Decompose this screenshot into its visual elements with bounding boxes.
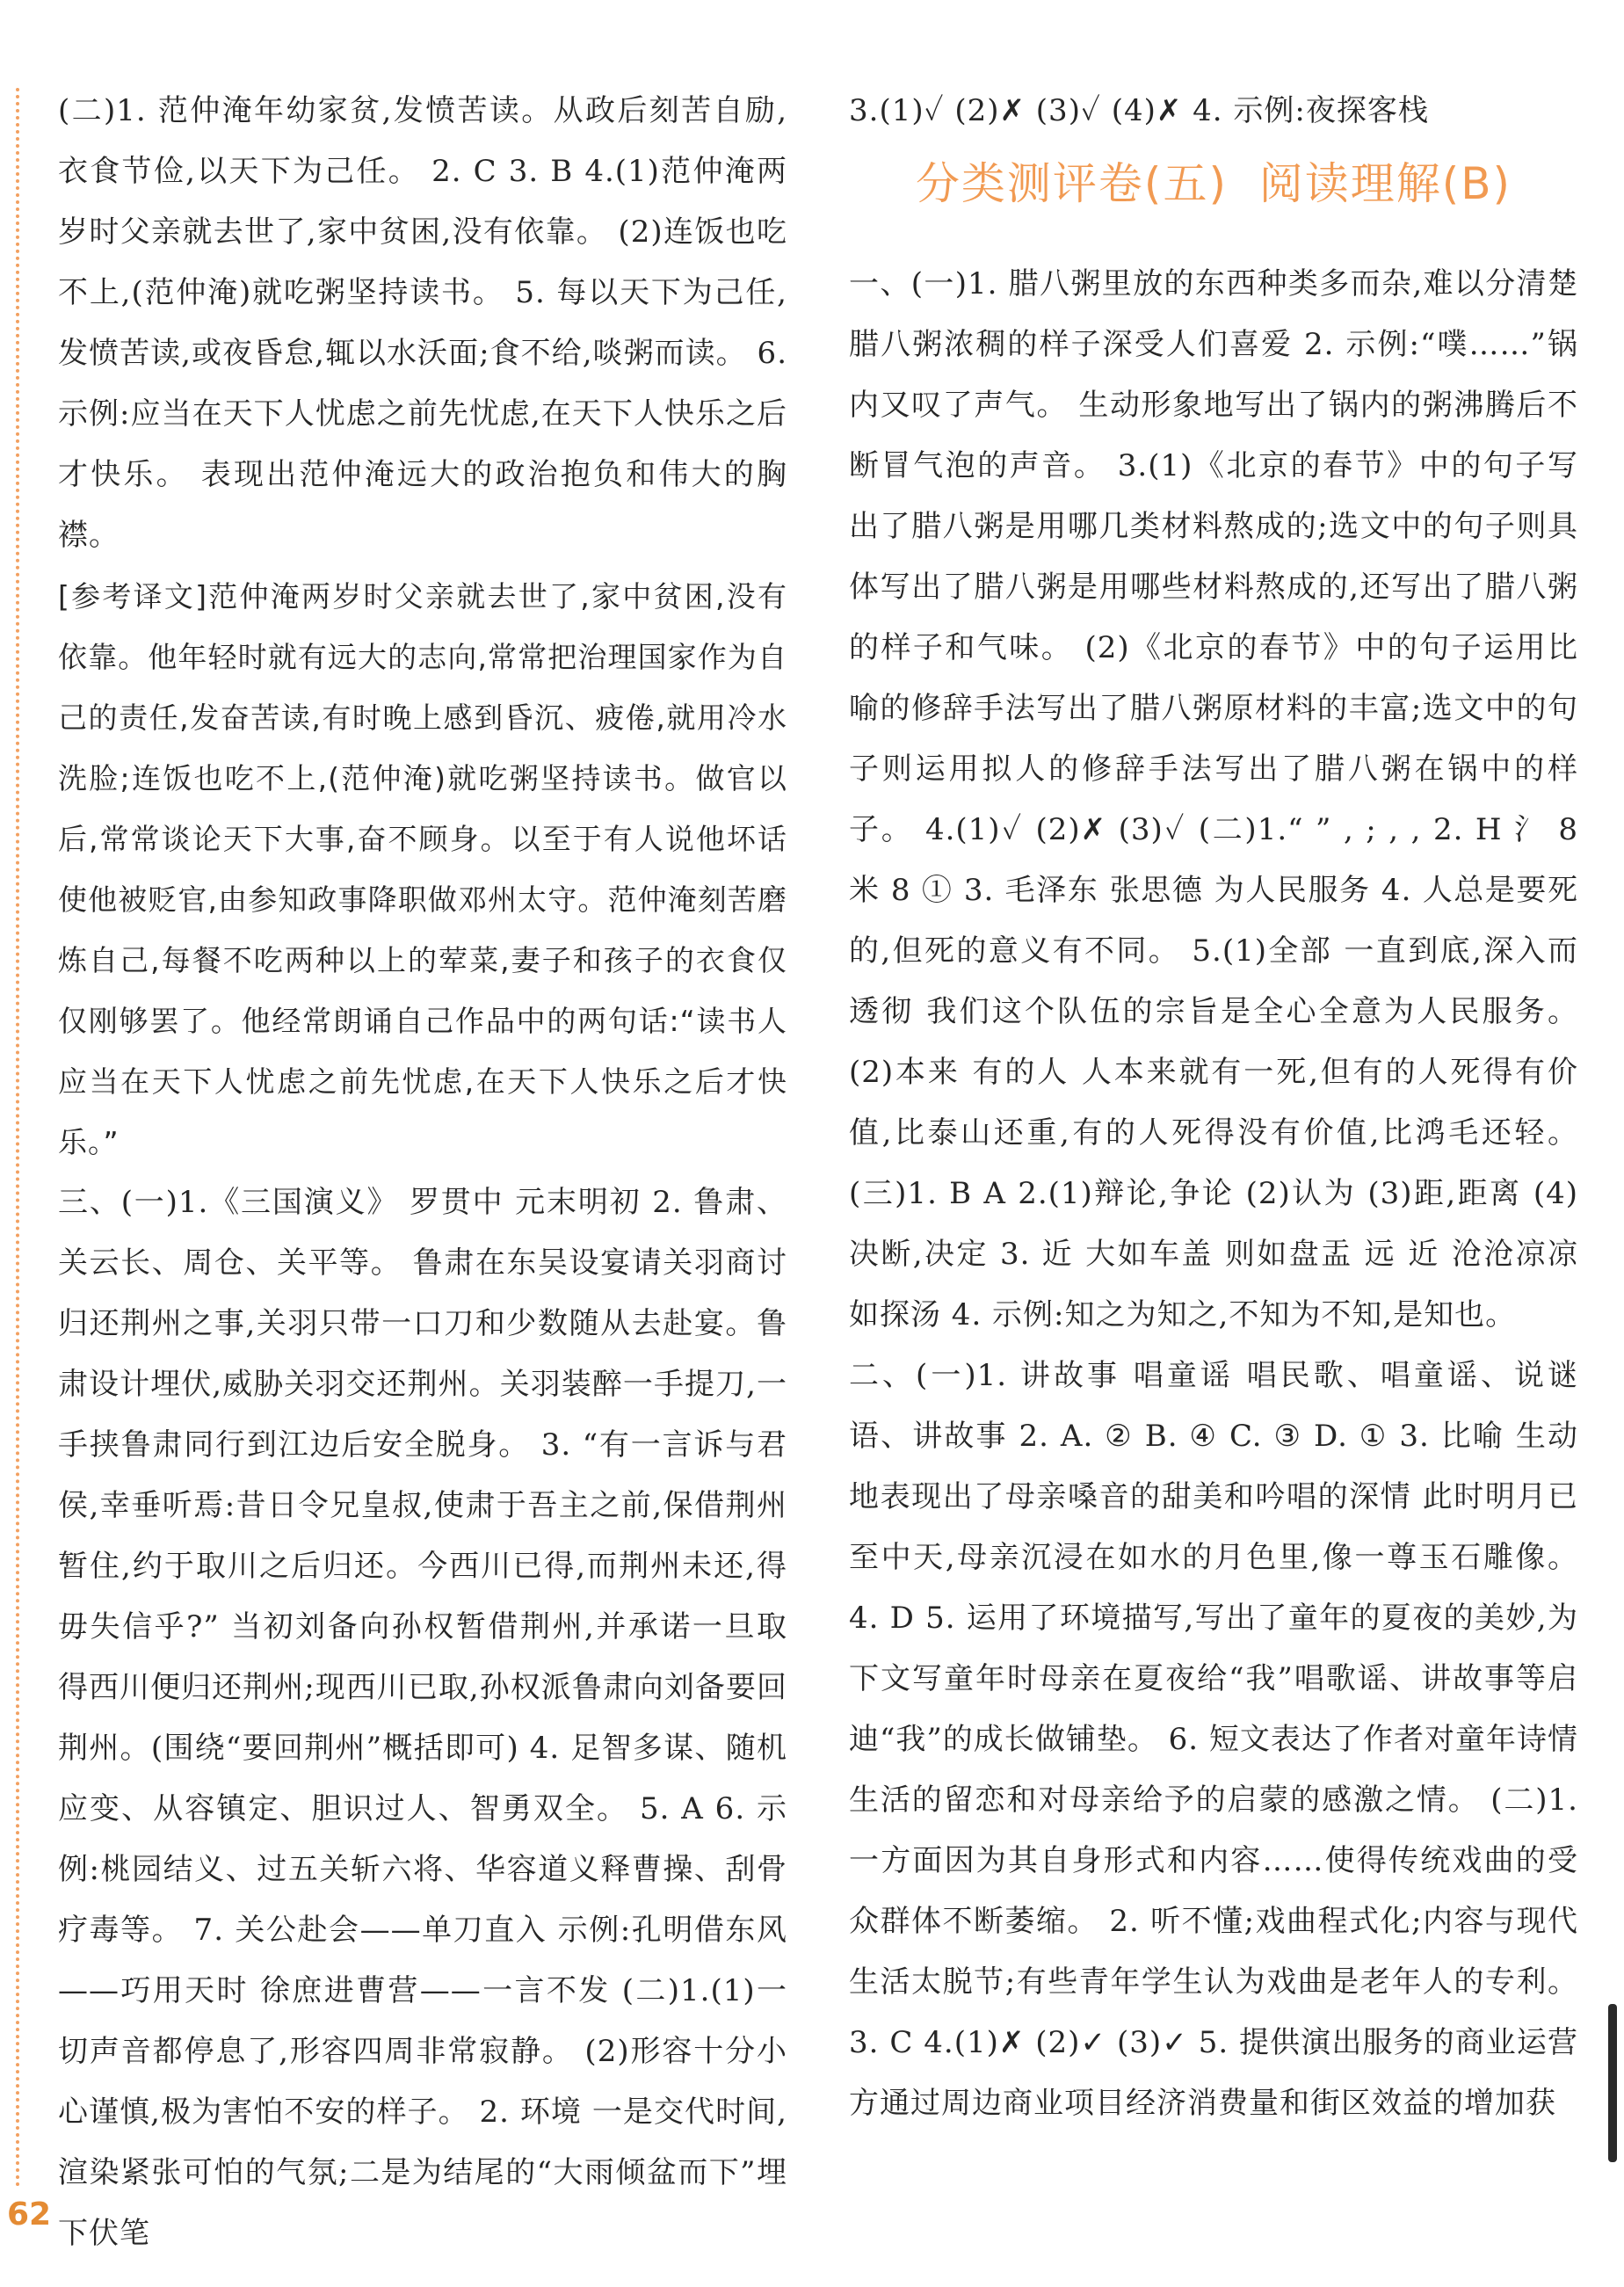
right-column xyxy=(849,81,1578,2134)
left-column xyxy=(58,81,787,2264)
left-margin-rule xyxy=(16,88,19,2189)
section-title: 分类测评卷(五) 阅读理解(B) xyxy=(915,158,1512,209)
answer-paragraph: 一、(一)1. 腊八粥里放的东西种类多而杂,难以分清楚腊八粥浓稠的样子深受人们喜爱 2. 示例:“噗……”锅内又叹了声气。 生动形象地写出了锅内的粥沸腾后不断冒气泡的声音。 3.(1)《北京的春节》中的句子写出了腊八粥是用哪几类材料熬成的;选文中的句子则具体写出了腊八粥是用哪些材料熬成的,还写出了腊八粥的样子和气味。 (2)《北京的春节》中的句子运用比喻的修辞手法写出了腊八粥原材料的丰富;选文中的句子则运用拟人的修辞手法写出了腊八粥在锅中的样子。 4.(1)✓ (2)✗ (3)✓ (二)1.“ ” , ; , , 2. H 氵 8 米 8 ① 3. 毛泽东 张思德 为人民服务 4. 人总是要死的,但死的意义有不同。 5.(1)全部 一直到底,深入而透彻 我们这个队伍的宗旨是全心全意为人民服务。 (2)本来 有的人 人本来就有一死,但有的人死得有价值,比泰山还重,有的人死得没有价值,比鸿毛还轻。 (三)1. B A 2.(1)辩论,争论 (2)认为 (3)距,距离 (4)决断,决定 3. 近 大如车盖 则如盘盂 远 近 沧沧凉凉 如探汤 4. 示例:知之为知之,不知为不知,是知也。 xyxy=(849,266,1578,1332)
reference-translation: [参考译文]范仲淹两岁时父亲就去世了,家中贫困,没有依靠。他年轻时就有远大的志向,常常把治理国家作为自己的责任,发奋苦读,有时晚上感到昏沉、疲倦,就用冷水洗脸;连饭也吃不上,(范仲淹)就吃粥坚持读书。做官以后,常常谈论天下大事,奋不顾身。以至于有人说他坏话使他被贬官,由参知政事降职做邓州太守。范仲淹刻苦磨炼自己,每餐不吃两种以上的荤菜,妻子和孩子的衣食仅仅刚够罢了。他经常朗诵自己作品中的两句话:“读书人应当在天下人忧虑之前先忧虑,在天下人快乐之后才快乐。” xyxy=(58,579,787,1159)
scan-edge-mark xyxy=(1608,2004,1617,2162)
answer-paragraph: (二)1. 范仲淹年幼家贫,发愤苦读。从政后刻苦自励,衣食节俭,以天下为己任。 2. C 3. B 4.(1)范仲淹两岁时父亲就去世了,家中贫困,没有依靠。 (2)连饭也吃不上,(范仲淹)就吃粥坚持读书。 5. 每以天下为己任,发愤苦读,或夜昏怠,辄以水沃面;食不给,啖粥而读。 6. 示例:应当在天下人忧虑之前先忧虑,在天下人快乐之后才快乐。 表现出范仲淹远大的政治抱负和伟大的胸襟。 xyxy=(58,93,787,553)
page-number: 62 xyxy=(6,2196,52,2233)
answer-paragraph: 三、(一)1.《三国演义》 罗贯中 元末明初 2. 鲁肃、关云长、周仓、关平等。 鲁肃在东吴设宴请关羽商讨归还荆州之事,关羽只带一口刀和少数随从去赴宴。鲁肃设计埋伏,威胁关羽交还荆州。关羽装醉一手提刀,一手挟鲁肃同行到江边后安全脱身。 3. “有一言诉与君侯,幸垂听焉:昔日令兄皇叔,使肃于吾主之前,保借荆州暂住,约于取川之后归还。今西川已得,而荆州未还,得毋失信乎?” 当初刘备向孙权暂借荆州,并承诺一旦取得西川便归还荆州;现西川已取,孙权派鲁肃向刘备要回荆州。(围绕“要回荆州”概括即可) 4. 足智多谋、随机应变、从容镇定、胆识过人、智勇双全。 5. A 6. 示例:桃园结义、过五关斩六将、华容道义释曹操、刮骨疗毒等。 7. 关公赴会——单刀直入 示例:孔明借东风——巧用天时 徐庶进曹营——一言不发 (二)1.(1)一切声音都停息了,形容四周非常寂静。 (2)形容十分小心谨慎,极为害怕不安的样子。 2. 环境 一是交代时间,渲染紧张可怕的气氛;二是为结尾的“大雨倾盆而下”埋下伏笔 xyxy=(58,1185,787,2251)
answer-paragraph: 二、(一)1. 讲故事 唱童谣 唱民歌、唱童谣、说谜语、讲故事 2. A. ② B. ④ C. ③ D. ① 3. 比喻 生动地表现出了母亲嗓音的甜美和吟唱的深情 此时明月已至中天,母亲沉浸在如水的月色里,像一尊玉石雕像。 4. D 5. 运用了环境描写,写出了童年的夏夜的美妙,为下文写童年时母亲在夏夜给“我”唱歌谣、讲故事等启迪“我”的成长做铺垫。 6. 短文表达了作者对童年诗情生活的留恋和对母亲给予的启蒙的感激之情。 (二)1. 一方面因为其自身形式和内容……使得传统戏曲的受众群体不断萎缩。 2. 听不懂;戏曲程式化;内容与现代生活太脱节;有些青年学生认为戏曲是老年人的专利。 3. C 4.(1)✗ (2)✓ (3)✓ 5. 提供演出服务的商业运营方通过周边商业项目经济消费量和街区效益的增加获 xyxy=(849,1358,1578,2121)
answer-intro: 3.(1)✓ (2)✗ (3)✓ (4)✗ 4. 示例:夜探客栈 xyxy=(849,93,1429,128)
